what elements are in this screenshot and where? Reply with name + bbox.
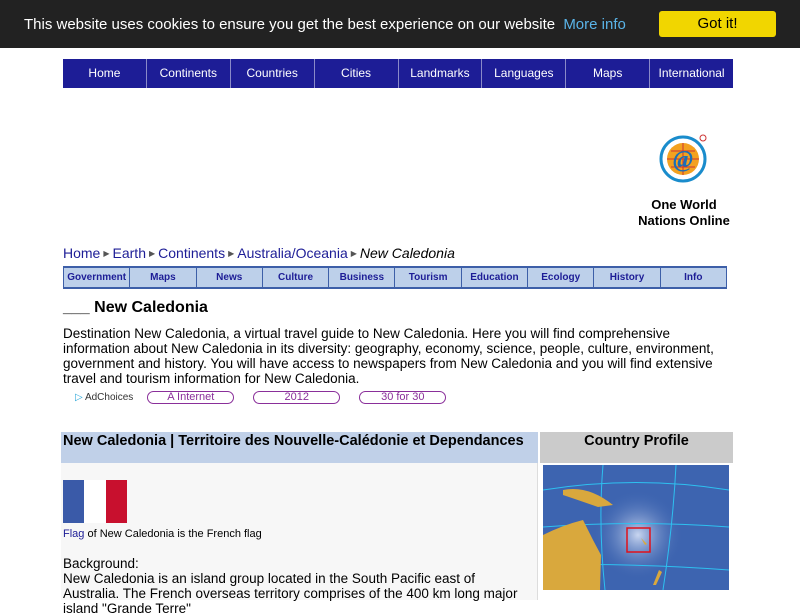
subnav-culture[interactable]: Culture bbox=[263, 268, 329, 287]
french-flag-image bbox=[63, 480, 127, 523]
adchoices-link[interactable]: ▷ AdChoices bbox=[75, 392, 134, 403]
content-header: New Caledonia | Territoire des Nouvelle-Calédonie et Dependances bbox=[61, 432, 538, 463]
subnav-government[interactable]: Government bbox=[64, 268, 130, 287]
crumb-current: New Caledonia bbox=[359, 245, 455, 261]
location-map[interactable] bbox=[543, 465, 729, 590]
subnav-maps[interactable]: Maps bbox=[130, 268, 196, 287]
ad-link[interactable]: 30 for 30 bbox=[359, 391, 446, 404]
nav-countries[interactable]: Countries bbox=[231, 59, 315, 88]
nav-languages[interactable]: Languages bbox=[482, 59, 566, 88]
background-text: New Caledonia is an island group located in the South Pacific east of Australia. The French overseas territory comprises of the 400 km long major island "Grande Terre" bbox=[63, 571, 518, 616]
nav-continents[interactable]: Continents bbox=[147, 59, 231, 88]
flag-caption: Flag of New Caledonia is the French flag bbox=[63, 528, 262, 540]
adchoices-icon: ▷ bbox=[75, 392, 83, 403]
top-nav bbox=[63, 59, 733, 88]
country-subnav bbox=[63, 266, 727, 289]
crumb-earth[interactable]: Earth bbox=[112, 245, 146, 261]
subnav-education[interactable]: Education bbox=[462, 268, 528, 287]
arrow-right-icon: ▶ bbox=[350, 249, 357, 258]
nav-maps[interactable]: Maps bbox=[566, 59, 650, 88]
cookie-banner bbox=[0, 0, 800, 48]
cookie-message: This website uses cookies to ensure you get the best experience on our website More info bbox=[24, 16, 626, 33]
subnav-history[interactable]: History bbox=[594, 268, 660, 287]
intro-text: Destination New Caledonia, a virtual travel guide to New Caledonia. Here you will find comprehensive information about New Caledonia in its diversity: geography, economy, science, people, culture, environment, government and history. You will have access to newspapers from New Caledonia and you will find extensive travel and tourism information for New Caledonia. bbox=[63, 326, 714, 386]
logo-line1: One World bbox=[651, 197, 717, 212]
subnav-info[interactable]: Info bbox=[661, 268, 727, 287]
background-label: Background: bbox=[63, 556, 139, 571]
ad-link[interactable]: 2012 bbox=[253, 391, 340, 404]
crumb-australia-oceania[interactable]: Australia/Oceania bbox=[237, 245, 348, 261]
subnav-business[interactable]: Business bbox=[329, 268, 395, 287]
nav-home[interactable]: Home bbox=[63, 59, 147, 88]
arrow-right-icon: ▶ bbox=[228, 249, 235, 258]
background-section bbox=[63, 556, 533, 616]
arrow-right-icon: ▶ bbox=[148, 249, 156, 258]
subnav-ecology[interactable]: Ecology bbox=[528, 268, 594, 287]
country-profile-header: Country Profile bbox=[540, 432, 733, 463]
nav-cities[interactable]: Cities bbox=[315, 59, 399, 88]
crumb-continents[interactable]: Continents bbox=[158, 245, 226, 261]
more-info-link[interactable]: More info bbox=[563, 16, 626, 33]
site-logo[interactable] bbox=[636, 133, 732, 229]
crumb-home[interactable]: Home bbox=[63, 245, 101, 261]
ad-link[interactable]: A Internet bbox=[147, 391, 234, 404]
ad-links bbox=[75, 391, 465, 404]
svg-text:@: @ bbox=[673, 147, 693, 173]
subnav-tourism[interactable]: Tourism bbox=[395, 268, 461, 287]
breadcrumb bbox=[63, 245, 455, 261]
arrow-right-icon: ▶ bbox=[103, 249, 110, 258]
subnav-news[interactable]: News bbox=[197, 268, 263, 287]
flag-link[interactable]: Flag bbox=[63, 528, 85, 540]
logo-line2: Nations Online bbox=[638, 213, 730, 228]
nav-international[interactable]: International bbox=[658, 66, 725, 80]
got-it-button[interactable]: Got it! bbox=[659, 11, 776, 37]
page-title: ___ New Caledonia bbox=[63, 299, 208, 316]
nav-landmarks[interactable]: Landmarks bbox=[399, 59, 483, 88]
globe-at-logo-icon bbox=[659, 133, 709, 183]
